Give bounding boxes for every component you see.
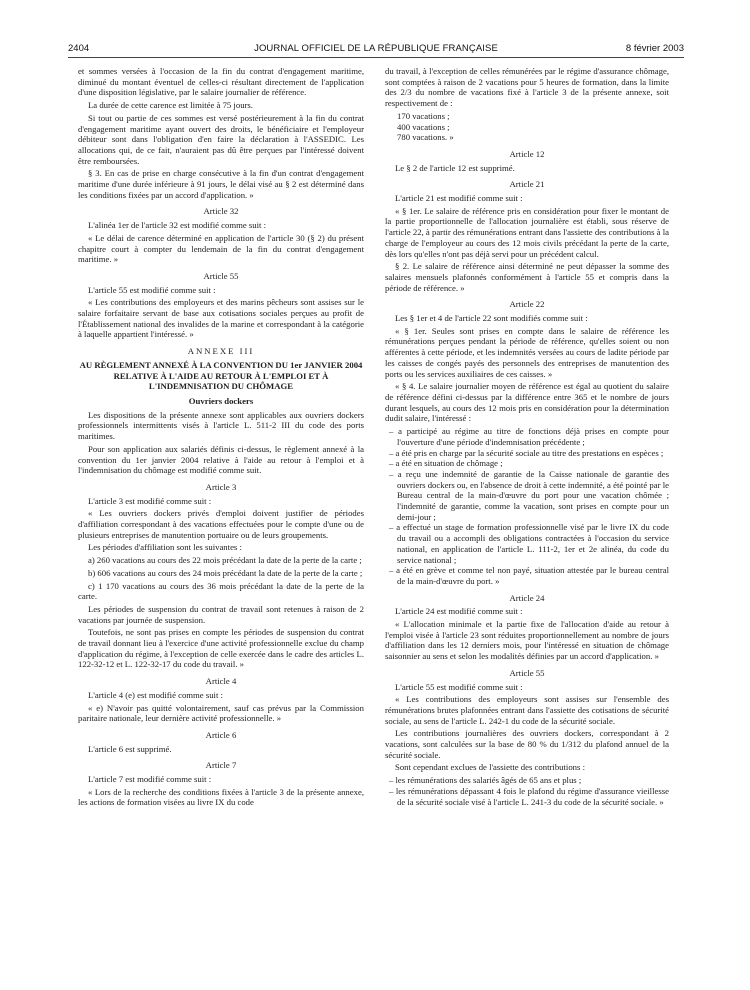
list-item: 170 vacations ; <box>397 110 450 121</box>
article-heading: Article 55 <box>509 667 545 678</box>
paragraph: Les § 1er et 4 de l'article 22 sont modifiés comme suit : <box>395 313 588 324</box>
section-subtitle: Ouvriers dockers <box>188 395 254 406</box>
paragraph: « Les ouvriers dockers privés d'emploi doivent justifier de périodes d'affiliation correspondant à des vacations effectuées pour le compte d'une ou de plusieurs entreprises de manutention portuaire ou de leurs groupements. <box>78 508 364 540</box>
list-item: – a été en situation de chômage ; <box>389 458 503 469</box>
paragraph: Si tout ou partie de ces sommes est versé postérieurement à la fin du contrat d'engagement maritime ayant ouvert des droits, le bénéficiaire et l'employeur débiteur sont dans l'obligation d'en faire la déclaration à l'ASSEDIC. Les allocations qui, de ce fait, n'auraient pas dû être perçues par l'intéressé doivent être remboursées. <box>78 112 364 166</box>
paragraph: L'article 21 est modifié comme suit : <box>395 193 523 204</box>
page-header <box>68 43 684 57</box>
article-heading: Article 6 <box>205 729 237 740</box>
list-item: 400 vacations ; <box>397 121 450 132</box>
list-item: – a été pris en charge par la sécurité sociale au titre des prestations en espèces ; <box>389 447 664 458</box>
bullet-list <box>385 426 669 587</box>
list-item: – a reçu une indemnité de garantie de la Caisse nationale de garantie des ouvriers dockers ou, en l'absence de droit à cette indemnité, a été pointé par le Bureau central de la main-d'œuvre du port pour une vacation chômée ; l'indemnité de garantie, comme la vacation, sont prises en compte pour un demi-jour ; <box>389 468 669 522</box>
article-heading: Article 32 <box>203 206 239 217</box>
paragraph: L'article 4 (e) est modifié comme suit : <box>88 689 223 700</box>
paragraph: L'article 6 est supprimé. <box>88 743 172 754</box>
header-rule <box>68 57 684 58</box>
paragraph: La durée de cette carence est limitée à 75 jours. <box>88 100 253 111</box>
list-item: – les rémunérations dépassant 4 fois le plafond du régime d'assurance vieillesse de la sécurité sociale visé à l'article L. 241-3 du code de la sécurité sociale. » <box>389 785 669 807</box>
paragraph: Les dispositions de la présente annexe sont applicables aux ouvriers dockers professionnels intermittents visés à l'article L. 511-2 III du code des ports maritimes. <box>78 409 364 442</box>
paragraph: L'article 24 est modifié comme suit : <box>395 606 523 617</box>
paragraph: § 3. En cas de prise en charge consécutive à la fin d'un contrat d'engagement maritime d'une durée inférieure à 91 jours, le délai visé au § 2 est déterminé dans les conditions fixées par un accord d'application. » <box>78 168 364 200</box>
paragraph: Sont cependant exclues de l'assiette des contributions : <box>395 762 585 773</box>
page-number: 2404 <box>68 43 90 54</box>
paragraph: L'article 55 est modifié comme suit : <box>88 284 216 295</box>
paragraph: Le § 2 de l'article 12 est supprimé. <box>395 162 515 173</box>
paragraph: « § 4. Le salaire journalier moyen de référence est égal au quotient du salaire de référence défini ci-dessus par la différence entre 365 et le nombre de jours durant lesquels, au cours des 12 mois pris en considération pour la détermination dudit salaire, l'intéressé : <box>385 381 669 424</box>
list-item: 780 vacations. » <box>397 132 454 143</box>
publication-date: 8 février 2003 <box>625 43 684 54</box>
paragraph: « § 1er. Le salaire de référence pris en considération pour fixer le montant de la partie proportionnelle de l'allocation journalière est établi, sous réserve de l'article 22, à partir des rémunérations entrant dans l'assiette des contributions à la charge de l'employeur au cours des 12 mois civils précédant la perte de la carte, dès lors qu'elles n'ont pas déjà servi pour un précédent calcul. <box>385 205 669 259</box>
paragraph: « Le délai de carence déterminé en application de l'article 30 (§ 2) du présent chapitre court à compter du lendemain de la fin du contrat d'engagement maritime. » <box>78 232 364 265</box>
paragraph: Pour son application aux salariés définis ci-dessus, le règlement annexé à la convention du 1er janvier 2004 relative à l'aide au retour à l'emploi et à l'indemnisation du chômage est modifié comme suit. <box>78 443 364 476</box>
paragraph: b) 606 vacations au cours des 24 mois précédant la date de la perte de la carte ; <box>88 567 363 578</box>
article-heading: Article 55 <box>203 270 239 281</box>
article-heading: Article 22 <box>509 299 545 310</box>
paragraph: « e) N'avoir pas quitté volontairement, sauf cas prévus par la Commission paritaire nationale, leur dernière activité professionnelle. » <box>78 702 364 724</box>
article-heading: Article 7 <box>205 760 237 771</box>
paragraph: « Lors de la recherche des conditions fixées à l'article 3 de la présente annexe, les actions de formation visées au livre IX du code <box>78 786 364 808</box>
article-heading: Article 3 <box>205 481 237 492</box>
article-heading: Article 4 <box>205 676 237 687</box>
paragraph: L'article 3 est modifié comme suit : <box>88 495 212 506</box>
paragraph: Les contributions journalières des ouvriers dockers, correspondant à 2 vacations, sont calculées sur la base de 80 % du 1/312 du plafond annuel de la sécurité sociale. <box>385 728 669 760</box>
annex-heading: ANNEXE III <box>187 346 255 357</box>
paragraph: § 2. Le salaire de référence ainsi déterminé ne peut dépasser la somme des salaires mensuels plafonnés conformément à l'article 55 et compris dans la période de référence. » <box>385 261 669 293</box>
paragraph: et sommes versées à l'occasion de la fin du contrat d'engagement maritime, diminué du montant éventuel de celles-ci résultant directement de l'application d'une disposition législative, par le salaire journalier de référence. <box>78 66 364 98</box>
paragraph: L'article 55 est modifié comme suit : <box>395 681 523 692</box>
paragraph: Les périodes d'affiliation sont les suivantes : <box>88 542 242 553</box>
article-heading: Article 21 <box>509 179 545 190</box>
paragraph: « § 1er. Seules sont prises en compte dans le salaire de référence les rémunérations perçues pendant la période de référence, qu'elles soient ou non afférentes à cette période, et les indemnités versées au cours de ladite période par les caisses de congés payés des personnels des entreprises de manutention des ports ou les services auxiliaires de ces caisses. » <box>385 325 669 379</box>
paragraph: a) 260 vacations au cours des 22 mois précédant la date de la perte de la carte ; <box>88 555 362 566</box>
paragraph: L'article 7 est modifié comme suit : <box>88 774 212 785</box>
paragraph: « L'allocation minimale et la partie fixe de l'allocation d'aide au retour à l'emploi visée à l'article 23 sont réduites proportionnellement au nombre de jours d'affiliation dans les 12 derniers mois, pour l'intéressé en situation de chômage saisonnier au sens et selon les modalités définies par un accord d'application. » <box>385 619 669 662</box>
paragraph: c) 1 170 vacations au cours des 36 mois précédant la date de la perte de la carte. <box>78 580 364 602</box>
right-column <box>385 66 669 809</box>
paragraph: Les périodes de suspension du contrat de travail sont retenues à raison de 2 vacations par journée de suspension. <box>78 603 364 625</box>
list-item: – les rémunérations des salariés âgés de 65 ans et plus ; <box>389 775 582 786</box>
bullet-list <box>385 775 669 807</box>
article-heading: Article 12 <box>509 148 545 159</box>
paragraph: L'alinéa 1er de l'article 32 est modifié comme suit : <box>88 220 267 231</box>
paragraph: « Les contributions des employeurs et des marins pêcheurs sont assises sur le salaire forfaitaire servant de base aux cotisations sociales perçues au profit de l'Établissement national des invalides de la marine et correspondant à la catégorie à laquelle appartient l'intéressé. » <box>78 297 364 340</box>
list-item: – a effectué un stage de formation professionnelle visé par le livre IX du code du travail ou a accompli des obligations contractées à l'occasion du service national, en application de l'article L. 111-2, 1er et 2e alinéa, du code du service national ; <box>389 522 669 565</box>
left-column <box>78 66 364 810</box>
list-item: – a participé au régime au titre de fonctions déjà prises en compte pour l'ouverture d'une période d'indemnisation précédente ; <box>389 426 669 447</box>
journal-title: JOURNAL OFFICIEL DE LA RÉPUBLIQUE FRANÇAISE <box>254 43 498 54</box>
paragraph: « Les contributions des employeurs sont assises sur l'ensemble des rémunérations brutes plafonnées entrant dans l'assiette des cotisations de sécurité sociale, au sens de l'article L. 242-1 du code de la sécurité sociale. <box>385 694 669 726</box>
annex-title: AU RÈGLEMENT ANNEXÉ À LA CONVENTION DU 1er JANVIER 2004 RELATIVE À L'AIDE AU RETOUR À L'EMPLOI ET À L'INDEMNISATION DU CHÔMAGE <box>79 359 363 392</box>
paragraph: Toutefois, ne sont pas prises en compte les périodes de suspension du contrat de travail donnant lieu à l'exercice d'une activité professionnelle exclue du champ d'application du régime, à l'exception de celle exercée dans le cadre des articles L. 122-32-12 et L. 122-32-17 du code du travail. » <box>78 627 364 670</box>
list-item: – a été en grève et comme tel non payé, situation attestée par le bureau central de la main-d'œuvre du port. » <box>389 565 669 586</box>
article-heading: Article 24 <box>509 592 545 603</box>
paragraph: du travail, à l'exception de celles rémunérées par le régime d'assurance chômage, sont comptées à raison de 2 vacations pour 5 heures de formation, dans la limite des 2/3 du nombre de vacations fixé à l'article 3 de la présente annexe, soit respectivement de : <box>385 66 669 109</box>
